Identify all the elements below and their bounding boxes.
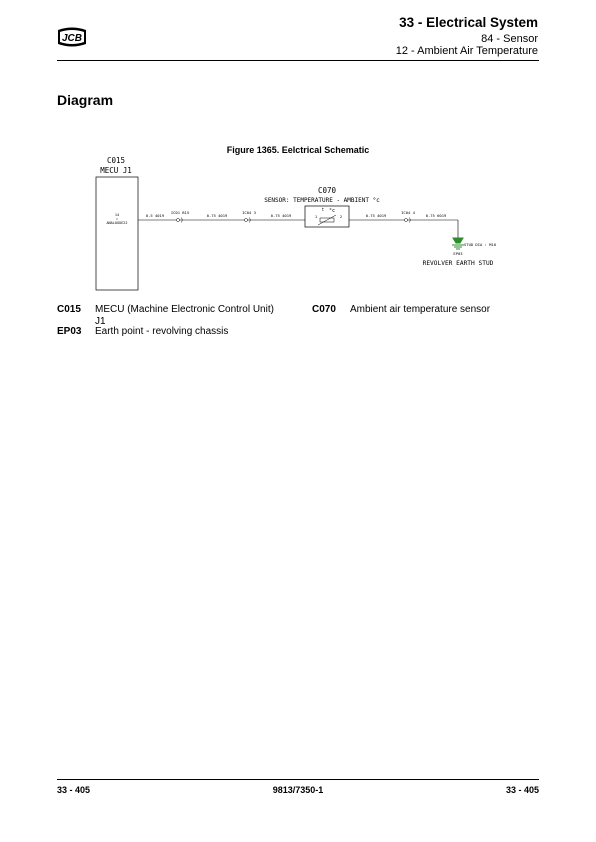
legend-code-c070: C070 (312, 304, 336, 315)
splice-ic04-4 (405, 219, 408, 222)
c070-sensor-box (305, 206, 349, 227)
earth-name: REVOLVER EARTH STUD (422, 260, 494, 267)
c015-ecu-box (96, 177, 138, 290)
c070-pin1: 1 (314, 214, 318, 219)
legend-text-ep03: Earth point - revolving chassis (95, 326, 229, 337)
topic-title: 12 - Ambient Air Temperature (395, 45, 538, 57)
page-heading: Diagram (57, 92, 114, 108)
figure-caption: Figure 1365. Eelctrical Schematic (226, 145, 370, 155)
splice-ic04-3-label: IC04 3 (242, 210, 256, 215)
splice-ic01-label: IC01 B15 (170, 210, 190, 215)
footer-divider (57, 779, 539, 780)
section-title: 33 - Electrical System (399, 15, 538, 30)
wire-label-5: 0.75 6019 (425, 213, 447, 218)
electrical-schematic (0, 0, 596, 300)
subsection-title: 84 - Sensor (481, 33, 538, 45)
wire-label-2: 0.75 4019 (206, 213, 228, 218)
earth-stud-label: STUD DIA : M10 (464, 242, 497, 247)
legend-code-ep03: EP03 (57, 326, 82, 337)
earth-stud-icon (452, 238, 464, 249)
footer-page-right: 33 - 405 (505, 785, 539, 795)
footer-doc-number: 9813/7350-1 (272, 785, 324, 795)
legend-text-c015-line2: J1 (95, 316, 106, 327)
c015-pin-label: ANALOGUE22 (106, 221, 128, 225)
footer-page-left: 33 - 405 (57, 785, 91, 795)
c070-label: SENSOR: TEMPERATURE - AMBIENT °c (264, 197, 380, 204)
legend-text-c015: MECU (Machine Electronic Control Unit) (95, 304, 274, 315)
wire-label-4: 0.75 4019 (365, 213, 387, 218)
wire-label-1: 0.5 4019 (145, 213, 165, 218)
earth-code: EP03 (453, 251, 463, 256)
c070-symbol: °c (328, 208, 336, 214)
c015-name: MECU J1 (100, 166, 132, 175)
legend-text-c070: Ambient air temperature sensor (350, 304, 491, 315)
c015-pin: 14 (114, 213, 120, 217)
c070-pin2: 2 (339, 214, 343, 219)
c015-code: C015 (106, 156, 126, 165)
logo-text: JCB (61, 33, 83, 44)
splice-ic01 (177, 219, 180, 222)
c070-code: C070 (317, 186, 337, 195)
c070-t: t (321, 207, 325, 212)
splice-ic04-4-label: IC04 4 (401, 210, 415, 215)
splice-ic04-3 (245, 219, 248, 222)
legend-code-c015: C015 (57, 304, 81, 315)
wire-label-3: 0.75 4019 (270, 213, 292, 218)
